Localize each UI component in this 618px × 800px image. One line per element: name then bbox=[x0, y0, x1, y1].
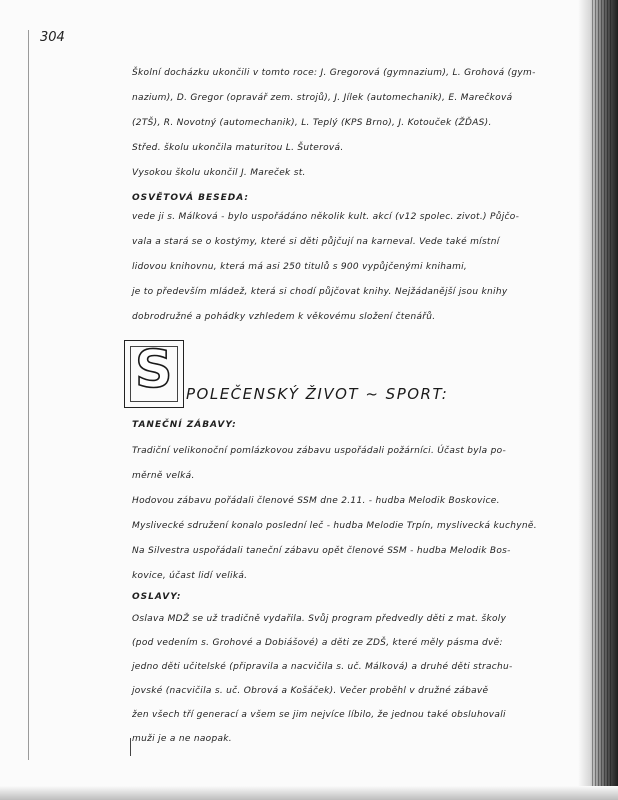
text-line: Hodovou zábavu pořádali členové SSM dne 2.11. - hudba Melodik Boskovice. bbox=[132, 496, 500, 506]
pen-mark bbox=[130, 738, 131, 756]
text-line: jovské (nacvičila s. uč. Obrová a Košáček). Večer proběhl v družné zábavě bbox=[132, 686, 489, 696]
text-line: (2TŠ), R. Novotný (automechanik), L. Teplý (KPS Brno), J. Kotouček (ŽĎAS). bbox=[132, 118, 492, 128]
text-line: je to především mládež, která si chodí půjčovat knihy. Nejžádanější jsou knihy bbox=[132, 287, 508, 297]
text-line: Oslava MDŽ se už tradičně vydařila. Svůj program předvedly děti z mat. školy bbox=[132, 614, 507, 624]
margin-line bbox=[28, 30, 29, 760]
text-line: Myslivecké sdružení konalo poslední leč - hudba Melodie Trpín, myslivecká kuchyně. bbox=[132, 521, 537, 531]
page-stack-edges bbox=[590, 0, 612, 800]
text-line: muži je a ne naopak. bbox=[132, 734, 232, 744]
section-heading: OSVĚTOVÁ BESEDA: bbox=[132, 193, 250, 203]
text-line: měrně velká. bbox=[132, 471, 195, 481]
text-line: jedno děti učitelské (připravila a nacvičila s. uč. Málková) a druhé děti strachu- bbox=[132, 662, 513, 672]
text-line: vede ji s. Málková - bylo uspořádáno několik kult. akcí (v12 spolec. zivot.) Půjčo- bbox=[132, 212, 520, 222]
text-line: lidovou knihovnu, která má asi 250 titulů s 900 vypůjčenými knihami, bbox=[132, 262, 468, 272]
text-line: Vysokou školu ukončil J. Mareček st. bbox=[132, 168, 306, 178]
decorative-initial bbox=[124, 340, 184, 408]
text-line: žen všech tří generací a všem se jim nejvíce líbilo, že jednou také obsluhovali bbox=[132, 710, 506, 720]
text-line: nazium), D. Gregor (opravář zem. strojů), J. Jílek (automechanik), E. Marečková bbox=[132, 93, 513, 103]
text-line: Střed. školu ukončila maturitou L. Šuterová. bbox=[132, 143, 344, 153]
text-line: kovice, účast lidí veliká. bbox=[132, 571, 248, 581]
section-heading: OSLAVY: bbox=[132, 592, 182, 602]
bottom-shadow bbox=[0, 786, 618, 800]
page-number: 304 bbox=[40, 30, 65, 45]
text-line: Školní docházku ukončili v tomto roce: J. Gregorová (gymnazium), L. Grohová (gym- bbox=[132, 68, 536, 78]
section-heading: TANEČNÍ ZÁBAVY: bbox=[132, 420, 237, 430]
text-line: Tradiční velikonoční pomlázkovou zábavu uspořádali požárníci. Účast byla po- bbox=[132, 446, 507, 456]
text-line: (pod vedením s. Grohové a Dobiášové) a děti ze ZDŠ, které měly pásma dvě: bbox=[132, 638, 503, 648]
text-line: Na Silvestra uspořádali taneční zábavu opět členové SSM - hudba Melodik Bos- bbox=[132, 546, 511, 556]
text-line: dobrodružné a pohádky vzhledem k věkovému složení čtenářů. bbox=[132, 312, 436, 322]
section-title: POLEČENSKÝ ŽIVOT ~ SPORT: bbox=[186, 385, 449, 403]
text-line: vala a stará se o kostýmy, které si děti půjčují na karneval. Vede také místní bbox=[132, 237, 500, 247]
initial-letter: S bbox=[135, 340, 173, 400]
